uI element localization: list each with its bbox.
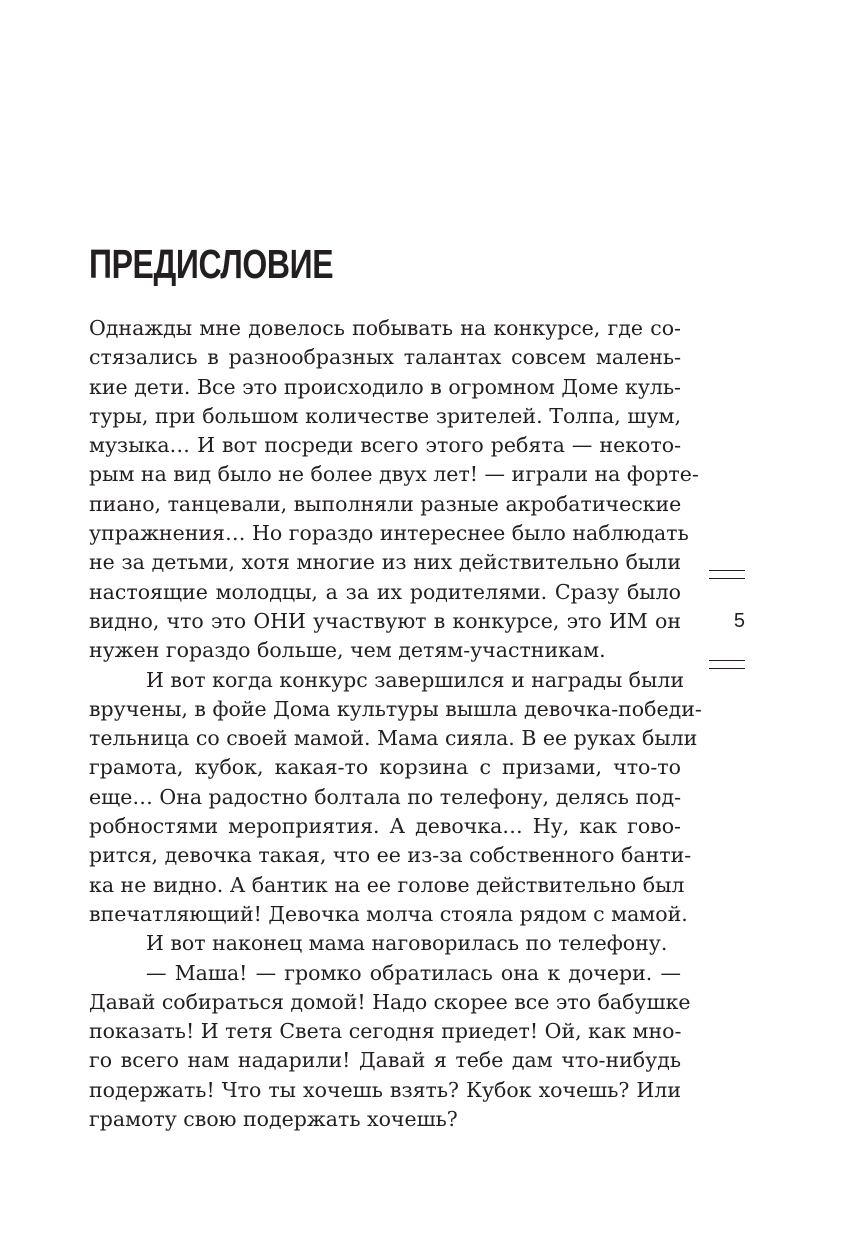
text-line: рым на вид было не более двух лет! — играли на форте- xyxy=(89,462,699,487)
text-line: не за детьми, хотя многие из них действительно были xyxy=(89,550,681,575)
text-line: тельница со своей мамой. Мама сияла. В ее руках были xyxy=(89,726,698,751)
margin-rule-bottom-1 xyxy=(709,660,745,661)
text-line: впечатляющий! Девочка молча стояла рядом с мамой. xyxy=(89,901,688,926)
text-line: нужен гораздо больше, чем детям-участникам. xyxy=(89,638,606,663)
text-line: вручены, в фойе Дома культуры вышла девочка-победи- xyxy=(89,696,702,721)
chapter-title: ПРЕДИСЛОВИЕ xyxy=(89,241,334,287)
text-line: подержать! Что ты хочешь взять? Кубок хочешь? Или xyxy=(89,1077,681,1102)
text-line: ка не видно. А бантик на ее голове действительно был xyxy=(89,872,685,897)
text-line: грамоту свою подержать хочешь? xyxy=(89,1107,458,1132)
text-line: Однажды мне довелось побывать на конкурсе, где со- xyxy=(89,316,681,340)
text-line: — Маша! — громко обратилась она к дочери. — xyxy=(146,960,681,985)
margin-rule-top-1 xyxy=(709,570,745,571)
text-line: видно, что это ОНИ участвуют в конкурсе, это ИМ он xyxy=(89,608,681,633)
margin-rule-top-2 xyxy=(709,578,745,579)
text-line: рится, девочка такая, что ее из-за собственного банти- xyxy=(89,843,692,868)
text-line: кие дети. Все это происходило в огромном Доме куль- xyxy=(89,374,681,399)
text-line: упражнения… Но гораздо интереснее было наблюдать xyxy=(89,521,689,546)
page-number: 5 xyxy=(733,610,745,632)
text-line: показать! И тетя Света сегодня приедет! Ой, как мно- xyxy=(89,1019,682,1044)
text-line: И вот когда конкурс завершился и награды были xyxy=(146,667,685,692)
chapter-body xyxy=(89,314,702,1134)
margin-rule-bottom-2 xyxy=(709,668,745,669)
text-line: еще… Она радостно болтала по телефону, делясь под- xyxy=(89,784,681,809)
text-line: стязались в разнообразных талантах совсем малень- xyxy=(89,345,681,370)
text-line: пиано, танцевали, выполняли разные акробатические xyxy=(89,491,682,516)
text-line: туры, при большом количестве зрителей. Толпа, шум, xyxy=(89,403,681,428)
text-line: грамота, кубок, какая-то корзина с призами, что-то xyxy=(89,755,681,780)
text-line: го всего нам надарили! Давай я тебе дам что-нибудь xyxy=(89,1048,681,1073)
text-line: музыка… И вот посреди всего этого ребята — некото- xyxy=(89,433,681,458)
text-line: настоящие молодцы, а за их родителями. Сразу было xyxy=(89,579,681,604)
text-line: И вот наконец мама наговорилась по телефону. xyxy=(146,931,668,956)
text-line: робностями мероприятия. А девочка… Ну, как гово- xyxy=(89,814,681,839)
text-line: Давай собираться домой! Надо скорее все это бабушке xyxy=(89,989,691,1014)
